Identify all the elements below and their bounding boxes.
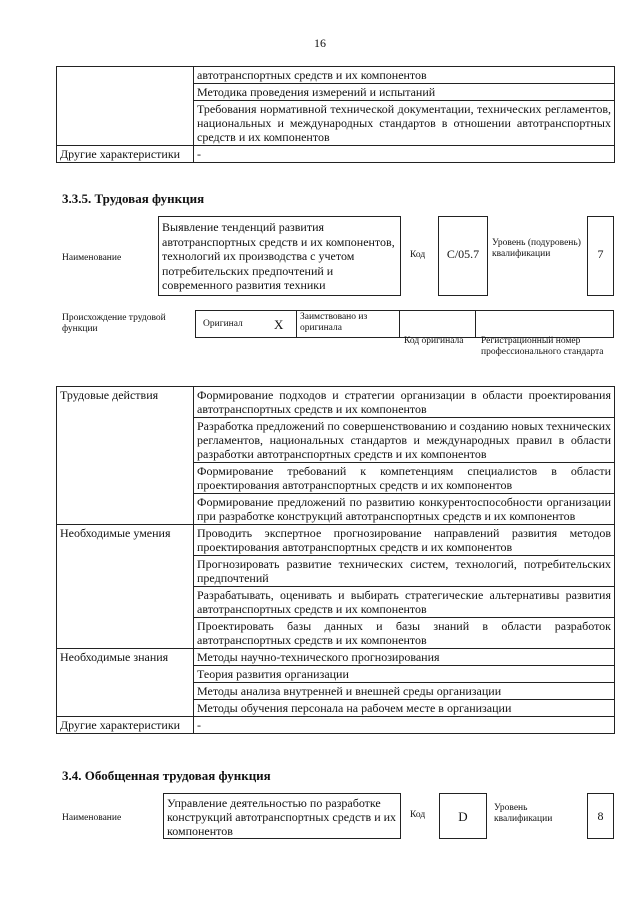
item-cell: Разработка предложений по совершенствованию и созданию новых технических регламентов, национальных стандартов и международных правил в области разработки автотранспортных средств и их компонентов — [194, 418, 615, 463]
section-heading-34: 3.4. Обобщенная трудовая функция — [62, 768, 271, 783]
original-cell — [195, 310, 297, 338]
group-label: Трудовые действия — [57, 387, 194, 525]
table-row — [57, 717, 615, 734]
requirement-cell: Требования нормативной технической документации, технических регламентов, национальных и международных стандартов в отношении автотранспортных средств и их компонентов — [194, 101, 615, 146]
function-name-box: Выявление тенденций развития автотранспортных средств и их компонентов, технологий их производства с учетом потребительских предпочтений и современного развития техники — [158, 216, 401, 296]
code-original-cell — [399, 310, 476, 338]
item-cell: Методы научно-технического прогнозирования — [194, 649, 615, 666]
level-box: 7 — [587, 216, 614, 296]
table-row — [57, 146, 615, 163]
level-box-34: 8 — [587, 793, 614, 839]
table-row — [57, 649, 615, 666]
item-cell: Методы анализа внутренней и внешней среды организации — [194, 683, 615, 700]
page-number: 16 — [314, 36, 326, 50]
code-label: Код — [410, 250, 426, 260]
other-value: - — [194, 146, 615, 163]
item-cell: Формирование подходов и стратегии организации в области проектирования автотранспортных средств и их компонентов — [194, 387, 615, 418]
table-row — [57, 387, 615, 418]
section-heading-335: 3.3.5. Трудовая функция — [62, 191, 205, 206]
requirement-cell: Методика проведения измерений и испытаний — [194, 84, 615, 101]
other-label: Другие характеристики — [57, 717, 194, 734]
table-row — [57, 525, 615, 556]
top-table — [56, 66, 615, 163]
generalized-function-name-box: Управление деятельностью по разработке конструкций автотранспортных средств и их компонентов — [163, 793, 401, 839]
reg-number-label: Регистрационный номер профессионального стандарта — [481, 336, 604, 357]
borrowed-cell — [296, 310, 400, 338]
item-cell: Формирование предложений по развитию конкурентоспособности организации при разработке конструкций автотранспортных средств и их компонентов — [194, 494, 615, 525]
name-label-34: Наименование — [62, 813, 122, 823]
level-label: Уровень (подуровень) квалификации — [492, 238, 581, 259]
original-mark: X — [274, 317, 284, 332]
name-label: Наименование — [62, 253, 122, 263]
group-label: Необходимые знания — [57, 649, 194, 717]
level-label-34: Уровень квалификации — [494, 803, 553, 824]
table-row — [57, 67, 615, 84]
other-label: Другие характеристики — [57, 146, 194, 163]
item-cell: Методы обучения персонала на рабочем месте в организации — [194, 700, 615, 717]
item-cell: Проводить экспертное прогнозирование направлений развития методов проектирования автотранспортных средств и их компонентов — [194, 525, 615, 556]
reg-number-cell — [475, 310, 614, 338]
original-label: Оригинал — [203, 319, 243, 329]
code-box: C/05.7 — [438, 216, 488, 296]
item-cell: Формирование требований к компетенциям специалистов в области проектирования автотранспортных средств и их компонентов — [194, 463, 615, 494]
requirement-cell: автотранспортных средств и их компонентов — [194, 67, 615, 84]
origin-label: Происхождение трудовой функции — [62, 313, 166, 334]
item-cell: Прогнозировать развитие технических систем, технологий, потребительских предпочтений — [194, 556, 615, 587]
code-label-34: Код — [410, 810, 426, 820]
item-cell: Теория развития организации — [194, 666, 615, 683]
borrowed-label: Заимствовано из оригинала — [300, 312, 368, 333]
group-label: Необходимые умения — [57, 525, 194, 649]
main-table — [56, 386, 615, 734]
other-value: - — [194, 717, 615, 734]
empty-label-cell — [57, 67, 194, 146]
code-box-34: D — [439, 793, 487, 839]
item-cell: Разрабатывать, оценивать и выбирать стратегические альтернативы развития автотранспортных средств и их компонентов — [194, 587, 615, 618]
code-original-label: Код оригинала — [404, 336, 464, 346]
item-cell: Проектировать базы данных и базы знаний в области разработок автотранспортных средств и их компонентов — [194, 618, 615, 649]
